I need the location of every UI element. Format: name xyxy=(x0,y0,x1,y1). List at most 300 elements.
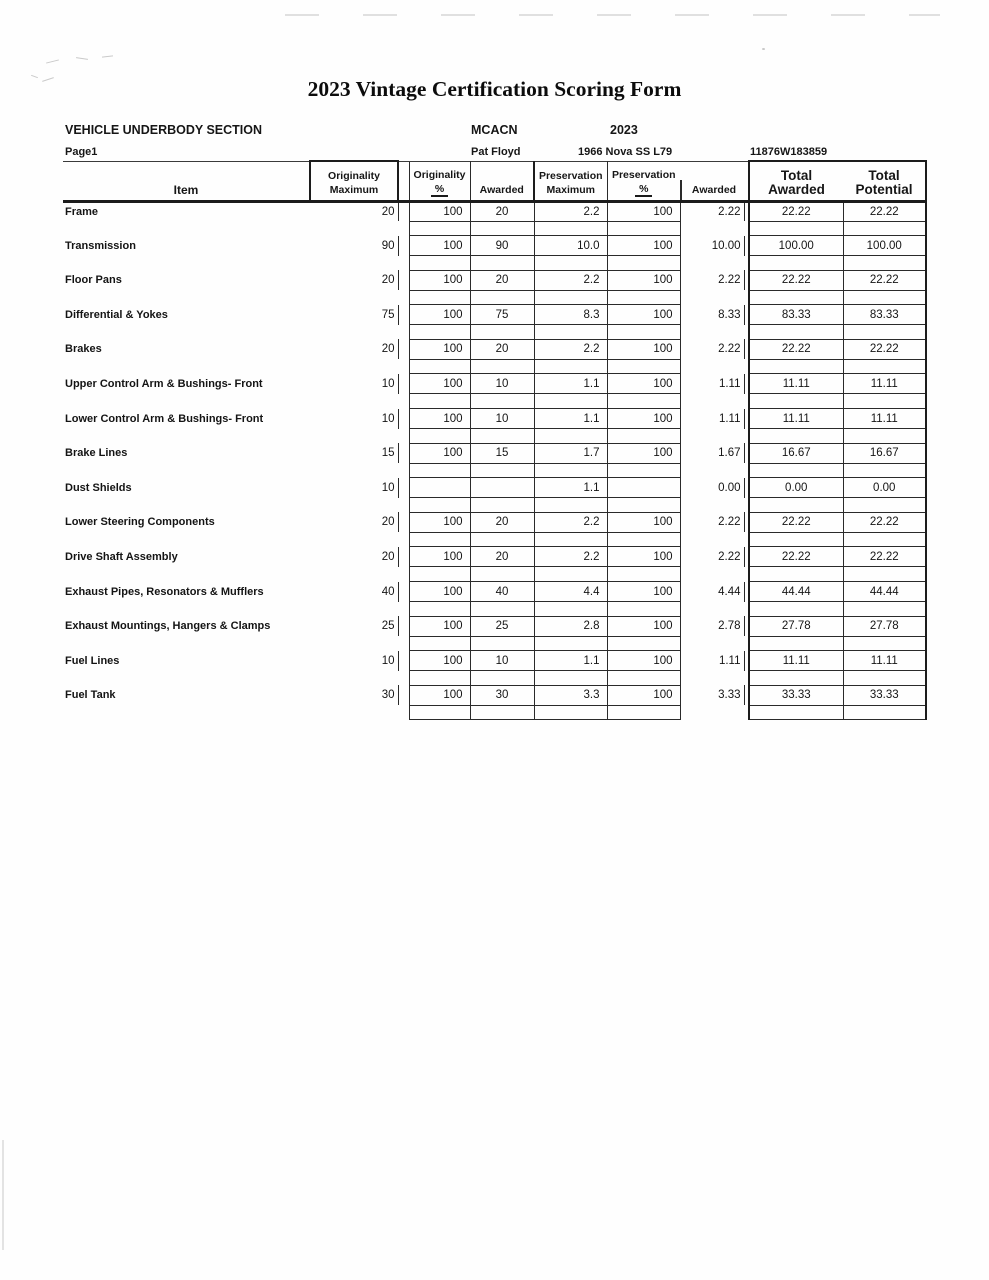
table-spacer-row xyxy=(63,394,926,409)
cell-preservation-percent xyxy=(607,478,680,498)
cell-originality-awarded: 20 xyxy=(470,339,534,359)
cell-preservation-percent: 100 xyxy=(607,270,680,290)
cell-preservation-percent: 100 xyxy=(607,616,680,636)
cell-total-potential: 27.78 xyxy=(843,616,926,636)
cell-preservation-awarded xyxy=(680,498,744,513)
cell-gap xyxy=(398,532,409,547)
cell-preservation-maximum: 10.0 xyxy=(534,236,607,256)
cell-preservation-awarded: 2.78 xyxy=(680,616,744,636)
cell-gap xyxy=(398,616,409,636)
cell-gap xyxy=(398,463,409,478)
table-row xyxy=(63,305,926,325)
cell-total-potential: 0.00 xyxy=(843,478,926,498)
cell-total-potential: 22.22 xyxy=(843,339,926,359)
cell-item: Brakes xyxy=(65,343,102,356)
cell-preservation-percent xyxy=(607,463,680,478)
cell-originality-awarded: 20 xyxy=(470,512,534,532)
cell-originality-maximum: 10 xyxy=(310,409,398,429)
cell-originality-awarded: 30 xyxy=(470,685,534,705)
cell-item xyxy=(63,602,310,617)
cell-originality-maximum: 25 xyxy=(310,616,398,636)
cell-preservation-awarded xyxy=(680,290,744,305)
table-row xyxy=(63,201,926,221)
percent-sign: % xyxy=(635,183,652,197)
cell-preservation-maximum: 1.1 xyxy=(534,374,607,394)
cell-total-awarded: 22.22 xyxy=(749,547,843,567)
cell-originality-percent xyxy=(409,671,470,686)
cell-total-potential: 22.22 xyxy=(843,512,926,532)
col-header-item xyxy=(63,161,310,201)
cell-preservation-percent: 100 xyxy=(607,236,680,256)
cell-originality-percent: 100 xyxy=(409,512,470,532)
cell-gap xyxy=(398,325,409,340)
cell-total-awarded: 22.22 xyxy=(749,270,843,290)
cell-total-potential xyxy=(843,671,926,686)
cell-item xyxy=(63,671,310,686)
cell-originality-percent: 100 xyxy=(409,409,470,429)
table-spacer-row xyxy=(63,671,926,686)
cell-originality-awarded xyxy=(470,256,534,271)
cell-total-awarded xyxy=(749,532,843,547)
cell-preservation-maximum: 1.1 xyxy=(534,478,607,498)
table-spacer-row xyxy=(63,325,926,340)
cell-total-potential xyxy=(843,498,926,513)
cell-preservation-percent xyxy=(607,394,680,409)
cell-preservation-maximum xyxy=(534,636,607,651)
col-header-total-awarded xyxy=(749,161,843,201)
cell-preservation-maximum: 2.8 xyxy=(534,616,607,636)
cell-total-potential: 44.44 xyxy=(843,582,926,602)
cell-preservation-awarded: 2.22 xyxy=(680,270,744,290)
cell-preservation-awarded: 1.11 xyxy=(680,409,744,429)
cell-preservation-percent xyxy=(607,705,680,720)
cell-originality-awarded xyxy=(470,359,534,374)
cell-originality-awarded xyxy=(470,463,534,478)
cell-gap xyxy=(398,394,409,409)
cell-preservation-maximum xyxy=(534,532,607,547)
cell-item: Fuel Lines xyxy=(65,654,120,667)
table-spacer-row xyxy=(63,359,926,374)
cell-gap xyxy=(398,602,409,617)
cell-total-potential: 11.11 xyxy=(843,374,926,394)
cell-originality-maximum: 20 xyxy=(310,512,398,532)
table-row xyxy=(63,409,926,429)
scan-artifact-speck xyxy=(762,48,765,50)
cell-originality-awarded: 40 xyxy=(470,582,534,602)
cell-total-potential: 100.00 xyxy=(843,236,926,256)
cell-gap xyxy=(398,305,409,325)
cell-originality-percent xyxy=(409,705,470,720)
cell-total-potential xyxy=(843,636,926,651)
section-label: VEHICLE UNDERBODY SECTION xyxy=(65,123,263,137)
table-row xyxy=(63,270,926,290)
table-row xyxy=(63,512,926,532)
cell-originality-awarded xyxy=(470,221,534,236)
cell-item xyxy=(63,359,310,374)
cell-preservation-maximum: 2.2 xyxy=(534,547,607,567)
cell-total-awarded: 11.11 xyxy=(749,651,843,671)
cell-preservation-percent xyxy=(607,256,680,271)
cell-originality-percent xyxy=(409,567,470,582)
cell-gap xyxy=(398,221,409,236)
cell-preservation-maximum xyxy=(534,359,607,374)
cell-originality-percent xyxy=(409,636,470,651)
cell-total-potential xyxy=(843,463,926,478)
cell-originality-awarded: 20 xyxy=(470,270,534,290)
cell-gap xyxy=(398,478,409,498)
cell-total-potential xyxy=(843,394,926,409)
cell-originality-percent: 100 xyxy=(409,339,470,359)
cell-originality-maximum: 20 xyxy=(310,270,398,290)
table-row xyxy=(63,339,926,359)
cell-originality-maximum: 20 xyxy=(310,339,398,359)
cell-preservation-maximum xyxy=(534,221,607,236)
cell-originality-awarded xyxy=(470,567,534,582)
cell-originality-awarded xyxy=(470,290,534,305)
cell-originality-percent xyxy=(409,532,470,547)
cell-originality-maximum: 75 xyxy=(310,305,398,325)
cell-preservation-percent: 100 xyxy=(607,443,680,463)
header-line: Originality xyxy=(328,169,380,182)
cell-total-awarded: 100.00 xyxy=(749,236,843,256)
cell-gap xyxy=(398,236,409,256)
cell-total-awarded xyxy=(749,256,843,271)
cell-item: Fuel Tank xyxy=(65,689,116,702)
cell-preservation-maximum xyxy=(534,463,607,478)
cell-originality-percent xyxy=(409,394,470,409)
cell-preservation-maximum xyxy=(534,394,607,409)
cell-preservation-maximum xyxy=(534,256,607,271)
percent-sign: % xyxy=(431,183,448,197)
cell-total-awarded: 33.33 xyxy=(749,685,843,705)
header-line: Awarded xyxy=(691,183,737,196)
cell-originality-maximum xyxy=(310,325,398,340)
cell-originality-awarded xyxy=(470,532,534,547)
cell-originality-percent xyxy=(409,221,470,236)
cell-total-awarded xyxy=(749,290,843,305)
cell-item xyxy=(63,221,310,236)
cell-total-potential xyxy=(843,532,926,547)
cell-item: Frame xyxy=(65,205,99,218)
cell-preservation-maximum: 1.1 xyxy=(534,409,607,429)
cell-item xyxy=(63,498,310,513)
page-number-label: Page1 xyxy=(65,146,98,158)
cell-originality-percent xyxy=(409,359,470,374)
cell-originality-awarded xyxy=(470,705,534,720)
cell-total-potential: 22.22 xyxy=(843,201,926,221)
cell-preservation-awarded xyxy=(680,429,744,444)
cell-total-awarded xyxy=(749,567,843,582)
cell-originality-awarded xyxy=(470,636,534,651)
cell-gap xyxy=(398,374,409,394)
cell-preservation-percent xyxy=(607,221,680,236)
cell-total-awarded xyxy=(749,671,843,686)
table-spacer-row xyxy=(63,602,926,617)
cell-total-awarded xyxy=(749,602,843,617)
header-gap xyxy=(398,161,409,201)
cell-total-awarded: 11.11 xyxy=(749,374,843,394)
cell-item: Exhaust Pipes, Resonators & Mufflers xyxy=(65,585,264,598)
cell-preservation-maximum xyxy=(534,498,607,513)
cell-originality-maximum: 15 xyxy=(310,443,398,463)
cell-originality-percent xyxy=(409,290,470,305)
cell-originality-percent: 100 xyxy=(409,685,470,705)
cell-total-potential: 11.11 xyxy=(843,409,926,429)
cell-gap xyxy=(398,409,409,429)
cell-gap xyxy=(398,443,409,463)
cell-preservation-percent xyxy=(607,325,680,340)
table-row xyxy=(63,685,926,705)
cell-item: Drive Shaft Assembly xyxy=(65,550,178,563)
cell-total-awarded xyxy=(749,429,843,444)
cell-originality-maximum: 40 xyxy=(310,582,398,602)
cell-total-awarded xyxy=(749,498,843,513)
cell-originality-awarded: 20 xyxy=(470,201,534,221)
cell-originality-percent: 100 xyxy=(409,616,470,636)
cell-preservation-awarded: 1.11 xyxy=(680,374,744,394)
page-title: 2023 Vintage Certification Scoring Form xyxy=(307,77,682,101)
cell-originality-percent xyxy=(409,256,470,271)
cell-preservation-awarded: 3.33 xyxy=(680,685,744,705)
cell-item xyxy=(63,567,310,582)
cell-total-awarded: 16.67 xyxy=(749,443,843,463)
cell-total-potential xyxy=(843,567,926,582)
cell-total-awarded: 44.44 xyxy=(749,582,843,602)
header-line: Originality xyxy=(413,168,466,181)
cell-preservation-percent: 100 xyxy=(607,409,680,429)
cell-preservation-maximum xyxy=(534,290,607,305)
cell-preservation-awarded xyxy=(680,359,744,374)
cell-originality-maximum xyxy=(310,429,398,444)
cell-preservation-percent: 100 xyxy=(607,547,680,567)
cell-originality-percent xyxy=(409,478,470,498)
cell-originality-percent: 100 xyxy=(409,201,470,221)
cell-preservation-percent: 100 xyxy=(607,201,680,221)
cell-total-awarded: 22.22 xyxy=(749,339,843,359)
cell-total-awarded xyxy=(749,359,843,374)
cell-preservation-awarded: 2.22 xyxy=(680,201,744,221)
cell-originality-percent: 100 xyxy=(409,305,470,325)
cell-originality-awarded: 90 xyxy=(470,236,534,256)
cell-gap xyxy=(398,636,409,651)
cell-preservation-maximum xyxy=(534,602,607,617)
cell-total-potential: 83.33 xyxy=(843,305,926,325)
cell-originality-percent xyxy=(409,325,470,340)
cell-originality-maximum: 20 xyxy=(310,201,398,221)
cell-preservation-maximum xyxy=(534,567,607,582)
vehicle-label: 1966 Nova SS L79 xyxy=(578,146,673,158)
cell-total-potential xyxy=(843,359,926,374)
cell-originality-percent xyxy=(409,498,470,513)
cell-preservation-awarded xyxy=(680,567,744,582)
cell-preservation-maximum: 8.3 xyxy=(534,305,607,325)
cell-originality-percent xyxy=(409,429,470,444)
cell-preservation-awarded: 0.00 xyxy=(680,478,744,498)
table-spacer-row xyxy=(63,567,926,582)
judge-name-label: Pat Floyd xyxy=(471,146,521,158)
cell-gap xyxy=(398,512,409,532)
cell-originality-maximum xyxy=(310,671,398,686)
header-line: Awarded xyxy=(768,181,825,197)
cell-preservation-awarded xyxy=(680,602,744,617)
cell-preservation-maximum xyxy=(534,325,607,340)
cell-total-awarded xyxy=(749,705,843,720)
cell-originality-awarded xyxy=(470,478,534,498)
col-header-preservation-percent xyxy=(607,161,680,201)
cell-gap xyxy=(398,201,409,221)
table-spacer-row xyxy=(63,221,926,236)
cell-originality-awarded xyxy=(470,498,534,513)
cell-originality-maximum xyxy=(310,532,398,547)
scoring-table xyxy=(63,160,927,720)
cell-preservation-maximum: 2.2 xyxy=(534,270,607,290)
cell-gap xyxy=(398,567,409,582)
cell-total-potential: 16.67 xyxy=(843,443,926,463)
cell-preservation-awarded xyxy=(680,532,744,547)
cell-originality-maximum xyxy=(310,359,398,374)
cell-originality-maximum: 30 xyxy=(310,685,398,705)
cell-item xyxy=(63,429,310,444)
cell-gap xyxy=(398,270,409,290)
event-label: MCACN xyxy=(471,123,518,137)
cell-total-potential: 33.33 xyxy=(843,685,926,705)
cell-gap xyxy=(398,256,409,271)
cell-item: Upper Control Arm & Bushings- Front xyxy=(65,377,263,390)
cell-gap xyxy=(398,685,409,705)
cell-preservation-percent: 100 xyxy=(607,374,680,394)
col-header-total-potential xyxy=(843,161,926,201)
cell-item: Lower Steering Components xyxy=(65,516,215,529)
cell-gap xyxy=(398,547,409,567)
cell-originality-maximum xyxy=(310,636,398,651)
cell-item: Exhaust Mountings, Hangers & Clamps xyxy=(65,620,271,633)
header-line: Total xyxy=(780,167,813,183)
header-line: Preservation xyxy=(538,169,603,182)
cell-item: Differential & Yokes xyxy=(65,308,168,321)
cell-total-potential: 22.22 xyxy=(843,547,926,567)
col-header-preservation-awarded xyxy=(680,161,749,201)
cell-preservation-maximum: 4.4 xyxy=(534,582,607,602)
cell-originality-awarded xyxy=(470,325,534,340)
cell-originality-percent: 100 xyxy=(409,236,470,256)
cell-preservation-awarded: 1.11 xyxy=(680,651,744,671)
table-row xyxy=(63,582,926,602)
cell-gap xyxy=(398,339,409,359)
cell-originality-maximum xyxy=(310,567,398,582)
table-spacer-row xyxy=(63,290,926,305)
cell-item xyxy=(63,463,310,478)
cell-preservation-awarded: 10.00 xyxy=(680,236,744,256)
cell-originality-awarded: 20 xyxy=(470,547,534,567)
cell-total-awarded xyxy=(749,463,843,478)
cell-preservation-percent: 100 xyxy=(607,651,680,671)
cell-item xyxy=(63,532,310,547)
cell-preservation-awarded: 2.22 xyxy=(680,512,744,532)
header-line: Maximum xyxy=(546,183,595,196)
header-line: Total xyxy=(868,167,900,183)
header-line: Maximum xyxy=(329,183,379,196)
header-line: Preservation xyxy=(611,168,676,181)
cell-gap xyxy=(398,359,409,374)
cell-preservation-percent: 100 xyxy=(607,305,680,325)
cell-total-awarded: 11.11 xyxy=(749,409,843,429)
cell-total-potential: 11.11 xyxy=(843,651,926,671)
cell-preservation-awarded xyxy=(680,705,744,720)
cell-originality-maximum xyxy=(310,221,398,236)
cell-preservation-awarded: 1.67 xyxy=(680,443,744,463)
cell-preservation-maximum: 1.7 xyxy=(534,443,607,463)
cell-preservation-percent xyxy=(607,290,680,305)
cell-originality-maximum xyxy=(310,498,398,513)
cell-preservation-awarded xyxy=(680,636,744,651)
cell-item xyxy=(63,325,310,340)
cell-originality-awarded xyxy=(470,429,534,444)
col-header-originality-awarded xyxy=(470,161,534,201)
cell-total-awarded xyxy=(749,221,843,236)
cell-preservation-percent xyxy=(607,429,680,444)
cell-originality-percent: 100 xyxy=(409,374,470,394)
cell-originality-maximum xyxy=(310,290,398,305)
header-line: Awarded xyxy=(479,183,524,196)
cell-total-awarded xyxy=(749,394,843,409)
cell-originality-maximum: 10 xyxy=(310,651,398,671)
table-row xyxy=(63,651,926,671)
scan-artifact-pencil-mark xyxy=(76,57,88,60)
cell-total-awarded xyxy=(749,636,843,651)
cell-originality-maximum: 20 xyxy=(310,547,398,567)
cell-preservation-percent: 100 xyxy=(607,339,680,359)
cell-preservation-percent: 100 xyxy=(607,685,680,705)
cell-gap xyxy=(398,705,409,720)
cell-gap xyxy=(398,671,409,686)
cell-item: Lower Control Arm & Bushings- Front xyxy=(65,412,264,425)
cell-gap xyxy=(398,651,409,671)
cell-total-awarded: 0.00 xyxy=(749,478,843,498)
cell-total-awarded: 27.78 xyxy=(749,616,843,636)
cell-originality-awarded: 10 xyxy=(470,374,534,394)
scan-artifact-pencil-mark xyxy=(46,59,59,63)
cell-gap xyxy=(398,498,409,513)
cell-preservation-awarded: 4.44 xyxy=(680,582,744,602)
table-spacer-row xyxy=(63,532,926,547)
col-header-item-label: Item xyxy=(173,182,199,197)
cell-preservation-awarded xyxy=(680,221,744,236)
table-spacer-row xyxy=(63,498,926,513)
cell-total-awarded: 22.22 xyxy=(749,512,843,532)
cell-total-awarded: 83.33 xyxy=(749,305,843,325)
cell-preservation-percent xyxy=(607,671,680,686)
cell-originality-percent xyxy=(409,602,470,617)
cell-preservation-percent xyxy=(607,498,680,513)
cell-preservation-awarded: 2.22 xyxy=(680,339,744,359)
cell-preservation-maximum xyxy=(534,429,607,444)
cell-originality-percent: 100 xyxy=(409,547,470,567)
cell-total-potential xyxy=(843,290,926,305)
table-spacer-row xyxy=(63,463,926,478)
header-line: Potential xyxy=(855,181,913,197)
cell-gap xyxy=(398,290,409,305)
cell-preservation-maximum: 2.2 xyxy=(534,512,607,532)
cell-total-potential xyxy=(843,325,926,340)
cell-originality-awarded xyxy=(470,671,534,686)
cell-item xyxy=(63,394,310,409)
cell-preservation-percent xyxy=(607,532,680,547)
scan-artifact-top-line xyxy=(285,14,940,16)
cell-item xyxy=(63,636,310,651)
cell-preservation-percent: 100 xyxy=(607,512,680,532)
cell-preservation-awarded xyxy=(680,394,744,409)
cell-originality-awarded: 10 xyxy=(470,409,534,429)
